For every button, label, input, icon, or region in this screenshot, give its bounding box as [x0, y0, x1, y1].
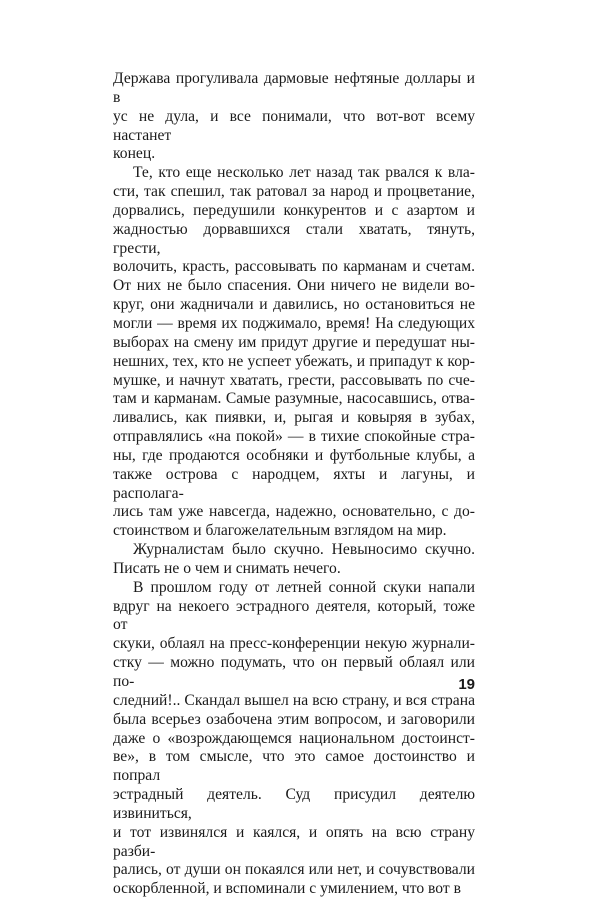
paragraph	[113, 164, 475, 541]
text-line: дорвались, передушили конкурентов и с азартом и	[113, 201, 475, 219]
text-line: В прошлом году от летней сонной скуки напали	[133, 578, 475, 596]
text-line: вдруг на некоего эстрадного деятеля, который, тоже от	[113, 597, 475, 634]
text-line: оскорбленной, и вспоминали с умилением, что вот в	[113, 880, 461, 898]
text-line: сти, так спешил, так ратовал за народ и процветание,	[113, 183, 475, 201]
text-line: даже о «возрождающемся национальном достоинст-	[113, 729, 475, 747]
text-line: ус не дула, и все понимали, что вот-вот всему настанет	[113, 107, 475, 144]
paragraph	[113, 579, 475, 899]
text-line: стоинством и благожелательным взглядом на мир.	[113, 522, 447, 540]
text-line: Журналистам было скучно. Невыносимо скучно.	[133, 541, 475, 559]
text-line: волочить, красть, рассовывать по карманам и счетам.	[113, 258, 475, 276]
text-line: скуки, облаял на пресс-конференции некую журнали-	[113, 635, 475, 653]
text-line: ны, где продаются особняки и футбольные клубы, а	[113, 446, 475, 464]
text-line: жадностью дорвавшихся стали хватать, тянуть, грести,	[113, 220, 475, 257]
text-line: и тот извинялся и каялся, и опять на всю страну разби-	[113, 823, 475, 860]
text-line: рались, от души он покаялся или нет, и сочувствовали	[113, 861, 475, 879]
body-text	[113, 70, 475, 899]
page-number: 19	[458, 676, 475, 693]
text-line: нешних, тех, кто не успеет убежать, и припадут к кор-	[113, 352, 475, 370]
paragraph	[113, 70, 475, 164]
text-line: лись там уже навсегда, надежно, основательно, с до-	[113, 503, 475, 521]
text-line: могли — время их поджимало, время! На следующих	[113, 314, 475, 332]
text-line: ве», в том смысле, что это самое достоинство и попрал	[113, 748, 475, 785]
text-line: следний!.. Скандал вышел на всю страну, и вся страна	[113, 691, 475, 709]
paragraph	[113, 541, 475, 579]
text-line: Держава прогуливала дармовые нефтяные доллары и в	[113, 70, 475, 106]
text-line: была всерьез озабочена этим вопросом, и заговорили	[113, 710, 475, 728]
text-line: От них не было спасения. Они ничего не видели во-	[113, 277, 475, 295]
text-line: там и карманам. Самые разумные, насосавшись, отва-	[113, 390, 475, 408]
text-line: стку — можно подумать, что он первый облаял или по-	[113, 654, 475, 690]
text-line: отправлялись «на покой» — в тихие спокойные стра-	[113, 428, 475, 446]
text-line: ливались, как пиявки, и, рыгая и ковыряя в зубах,	[113, 409, 475, 427]
text-line: Писать не о чем и снимать нечего.	[113, 559, 341, 577]
text-line: мушке, и начнут хватать, грести, рассовывать по сче-	[113, 371, 475, 389]
text-line: также острова с народцем, яхты и лагуны, и располага-	[113, 465, 475, 502]
text-line: конец.	[113, 145, 156, 163]
text-line: Те, кто еще несколько лет назад так рвался к вла-	[133, 164, 475, 182]
text-line: выборах на смену им придут другие и передушат ны-	[113, 333, 475, 351]
text-line: эстрадный деятель. Суд присудил деятелю извиниться,	[113, 786, 475, 822]
text-line: круг, они жадничали и давились, но остановиться не	[113, 296, 475, 314]
